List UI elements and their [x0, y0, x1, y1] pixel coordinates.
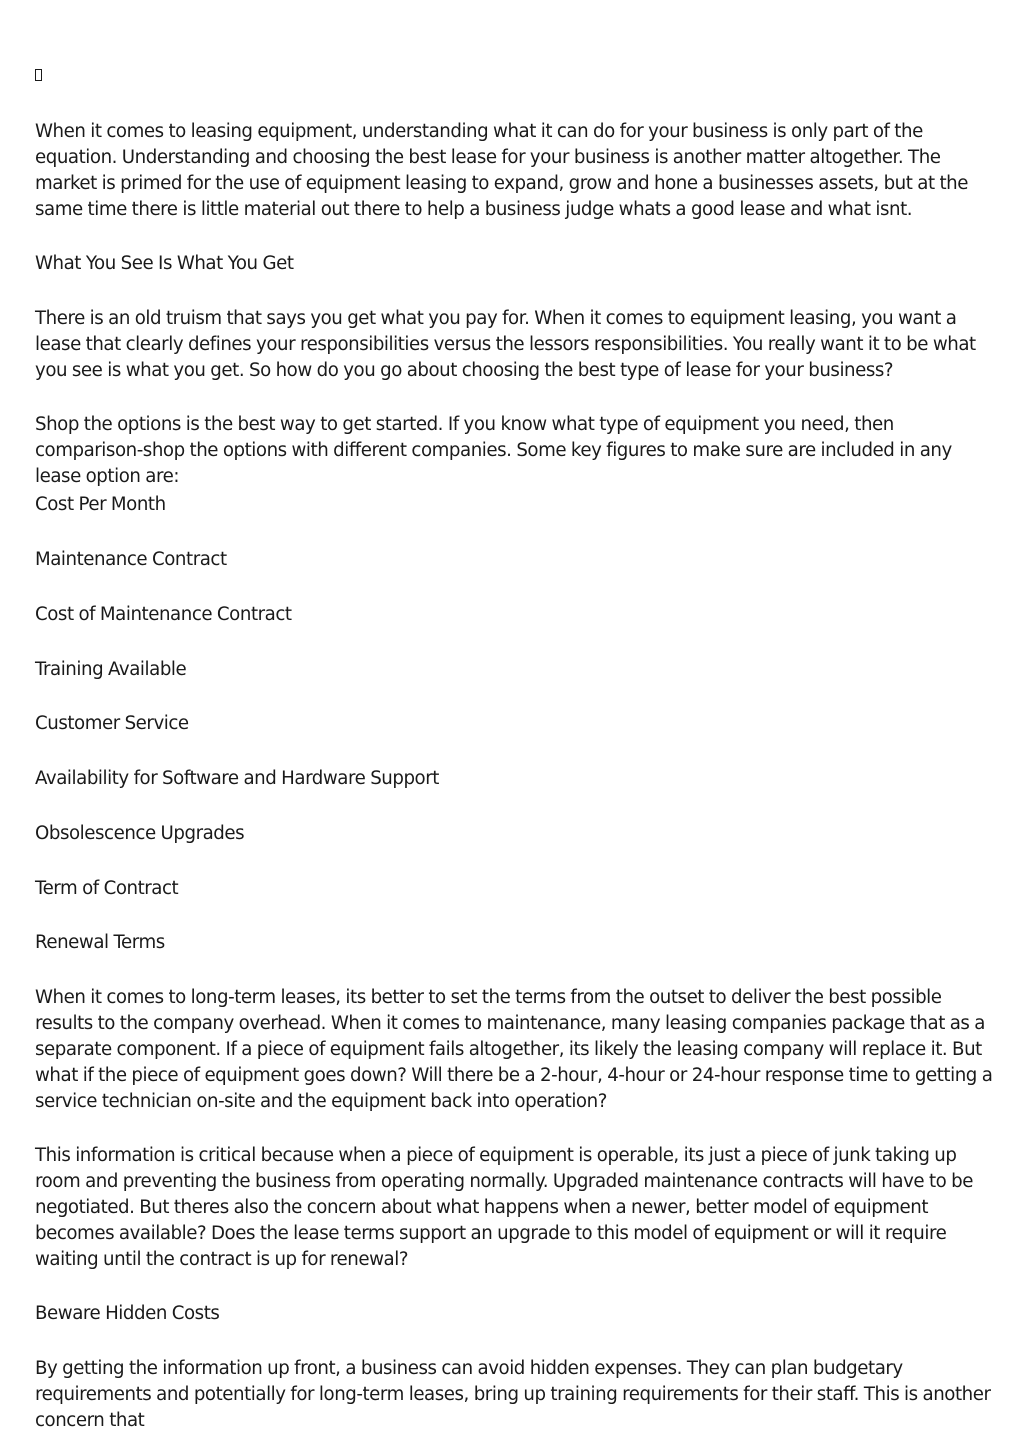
- section-heading-wysiwyg: What You See Is What You Get: [35, 253, 294, 274]
- hidden-expenses-paragraph: By getting the information up front, a business can avoid hidden expenses. They can plan budgetary requirements and potentially for long-term leases, bring up training requirements for their staff. This is another concern that: [35, 1358, 991, 1431]
- list-item: Training Available: [35, 659, 187, 680]
- truism-paragraph: There is an old truism that says you get what you pay for. When it comes to equipment leasing, you want a lease that clearly defines your responsibilities versus the lessors responsibilities. You really want it to be what you see is what you get. So how do you go about choosing the best type of lease for your business?: [35, 308, 976, 381]
- list-item: Availability for Software and Hardware Support: [35, 768, 439, 789]
- list-item: Maintenance Contract: [35, 549, 227, 570]
- list-item: Customer Service: [35, 713, 189, 734]
- list-item: Renewal Terms: [35, 932, 165, 953]
- list-item: Term of Contract: [35, 878, 179, 899]
- shop-options-paragraph: Shop the options is the best way to get started. If you know what type of equipment you need, then comparison-shop the options with different companies. Some key figures to make sure are included in any lease option are:: [35, 414, 952, 487]
- critical-information-paragraph: This information is critical because when a piece of equipment is operable, its just a piece of junk taking up room and preventing the business from operating normally. Upgraded maintenance contracts will have to be negotiated. But theres also the concern about what happens when a newer, better model of equipment becomes available? Does the lease terms support an upgrade to this model of equipment or will it require waiting until the contract is up for renewal?: [35, 1145, 973, 1270]
- missing-glyph-icon: [35, 69, 42, 81]
- intro-paragraph: When it comes to leasing equipment, understanding what it can do for your business is only part of the equation. Understanding and choosing the best lease for your business is another matter altogether. The market is primed for the use of equipment leasing to expand, grow and hone a businesses assets, but at the same time there is little material out there to help a business judge whats a good lease and what isnt.: [35, 121, 968, 220]
- long-term-leases-paragraph: When it comes to long-term leases, its better to set the terms from the outset to deliver the best possible results to the company overhead. When it comes to maintenance, many leasing companies package that as a separate component. If a piece of equipment fails altogether, its likely the leasing company will replace it. But what if the piece of equipment goes down? Will there be a 2-hour, 4-hour or 24-hour response time to getting a service technician on-site and the equipment back into operation?: [35, 987, 993, 1112]
- section-heading-hidden-costs: Beware Hidden Costs: [35, 1303, 220, 1324]
- list-item: Obsolescence Upgrades: [35, 823, 245, 844]
- list-item: Cost of Maintenance Contract: [35, 604, 292, 625]
- list-item: Cost Per Month: [35, 494, 166, 515]
